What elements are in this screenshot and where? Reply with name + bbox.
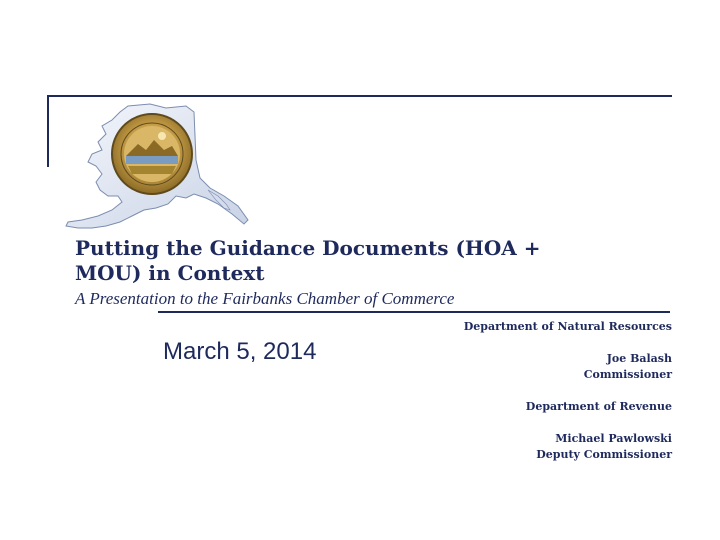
- top-rule: [47, 95, 672, 97]
- subtitle-rule: [158, 311, 670, 313]
- department-natural-resources: Department of Natural Resources: [463, 320, 672, 333]
- presenters-block: [372, 319, 672, 463]
- spacer: [372, 415, 672, 431]
- spacer: [372, 383, 672, 399]
- alaska-seal-icon: [58, 100, 254, 236]
- title-line-1: Putting the Guidance Documents (HOA +: [75, 236, 541, 260]
- presenter-name-1: Joe Balash: [606, 352, 672, 365]
- presenter-name-2: Michael Pawlowski: [555, 432, 672, 445]
- title-line-2: MOU) in Context: [75, 261, 265, 285]
- presentation-date: March 5, 2014: [163, 338, 317, 365]
- department-revenue: Department of Revenue: [525, 400, 672, 413]
- presenter-role-2: Deputy Commissioner: [536, 448, 672, 461]
- presentation-title: [75, 236, 635, 286]
- left-rule: [47, 95, 49, 167]
- presenter-role-1: Commissioner: [583, 368, 672, 381]
- presentation-subtitle: A Presentation to the Fairbanks Chamber of Commerce: [75, 289, 455, 308]
- spacer: [372, 335, 672, 351]
